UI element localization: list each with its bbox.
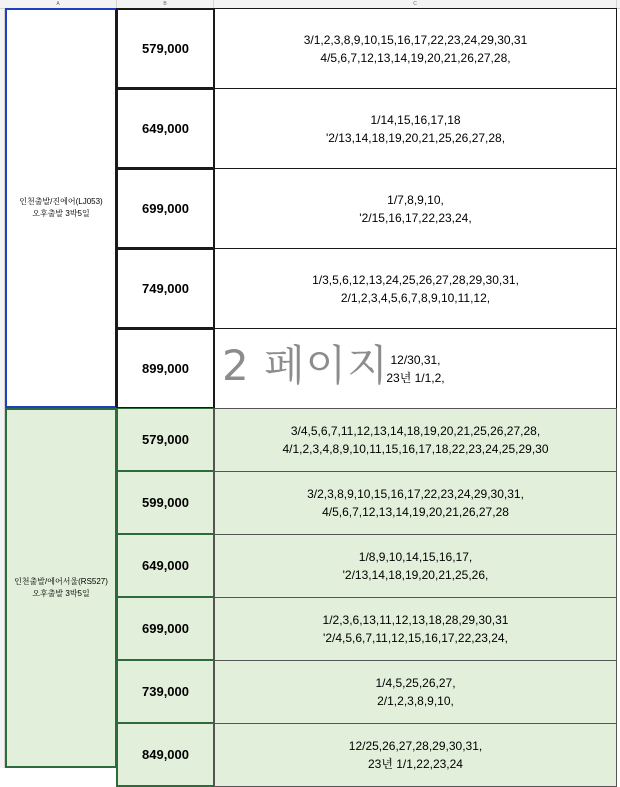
dates-line: 23년 1/1,2, <box>386 370 445 385</box>
column-header-b[interactable]: B <box>117 0 214 8</box>
dates-line: 1/3,5,6,12,13,24,25,26,27,28,29,30,31, <box>312 272 519 287</box>
dates-line: '2/13,14,18,19,20,21,25,26,27,28, <box>325 130 506 145</box>
price-cell[interactable]: 649,000 <box>116 534 215 598</box>
dates-line: 3/1,2,3,8,9,10,15,16,17,22,23,24,29,30,31 <box>303 32 528 47</box>
dates-cell[interactable] <box>214 534 617 598</box>
price-cell[interactable]: 699,000 <box>116 168 215 249</box>
route-label-line2: 오후출발 3박5일 <box>32 589 90 598</box>
dates-line: 23년 1/1,22,23,24 <box>367 757 463 771</box>
dates-cell[interactable] <box>214 88 617 169</box>
dates-line: 1/8,9,10,14,15,16,17, <box>358 550 473 564</box>
dates-cell[interactable] <box>214 248 617 329</box>
price-cell[interactable]: 599,000 <box>116 471 215 535</box>
dates-line: 3/4,5,6,7,11,12,13,14,18,19,20,21,25,26,27,28, <box>290 424 541 438</box>
route-label-line1: 인천출발/에어서울(RS527) <box>14 577 108 586</box>
price-cell[interactable]: 749,000 <box>116 248 215 329</box>
route-label-cell[interactable] <box>5 408 117 768</box>
route-label-line1: 인천출발/진에어(LJ053) <box>19 197 103 206</box>
dates-line: 1/2,3,6,13,11,12,13,18,28,29,30,31 <box>322 613 509 627</box>
price-cell[interactable]: 849,000 <box>116 723 215 787</box>
price-cell[interactable]: 739,000 <box>116 660 215 724</box>
dates-cell[interactable] <box>214 8 617 89</box>
price-cell[interactable]: 579,000 <box>116 408 215 472</box>
dates-line: 1/14,15,16,17,18 <box>370 112 461 127</box>
dates-line: 2/1,2,3,8,9,10, <box>377 694 454 708</box>
dates-cell[interactable] <box>214 660 617 724</box>
dates-cell[interactable] <box>214 328 617 409</box>
dates-line: 1/4,5,25,26,27, <box>375 676 456 690</box>
dates-line: 2/1,2,3,4,5,6,7,8,9,10,11,12, <box>340 290 491 305</box>
price-cell[interactable]: 579,000 <box>116 8 215 89</box>
column-header-a[interactable]: A <box>0 0 117 8</box>
dates-line: 4/5,6,7,12,13,14,19,20,21,26,27,28 <box>322 505 509 519</box>
dates-line: 12/25,26,27,28,29,30,31, <box>348 739 483 753</box>
dates-cell[interactable] <box>214 471 617 535</box>
dates-line: '2/13,14,18,19,20,21,25,26, <box>342 568 489 582</box>
dates-line: '2/15,16,17,22,23,24, <box>359 210 472 225</box>
dates-cell[interactable] <box>214 408 617 472</box>
dates-line: 4/1,2,3,4,8,9,10,11,15,16,17,18,22,23,24,25,29,30 <box>282 442 549 456</box>
dates-cell[interactable] <box>214 597 617 661</box>
price-cell[interactable]: 699,000 <box>116 597 215 661</box>
column-header-c[interactable]: C <box>214 0 617 8</box>
route-label-cell[interactable] <box>5 8 117 408</box>
route-label-line2: 오후출발 3박5일 <box>32 209 90 218</box>
price-cell[interactable]: 649,000 <box>116 88 215 169</box>
dates-cell[interactable] <box>214 723 617 787</box>
dates-line: 1/7,8,9,10, <box>387 192 444 207</box>
dates-line: 3/2,3,8,9,10,15,16,17,22,23,24,29,30,31, <box>307 487 524 501</box>
price-cell[interactable]: 899,000 <box>116 328 215 409</box>
dates-line: 12/30,31, <box>390 352 441 367</box>
dates-line: '2/4,5,6,7,11,12,15,16,17,22,23,24, <box>323 631 508 645</box>
dates-line: 4/5,6,7,12,13,14,19,20,21,26,27,28, <box>320 50 511 65</box>
dates-cell[interactable] <box>214 168 617 249</box>
page-break-watermark: 2 페이지 <box>222 341 389 390</box>
